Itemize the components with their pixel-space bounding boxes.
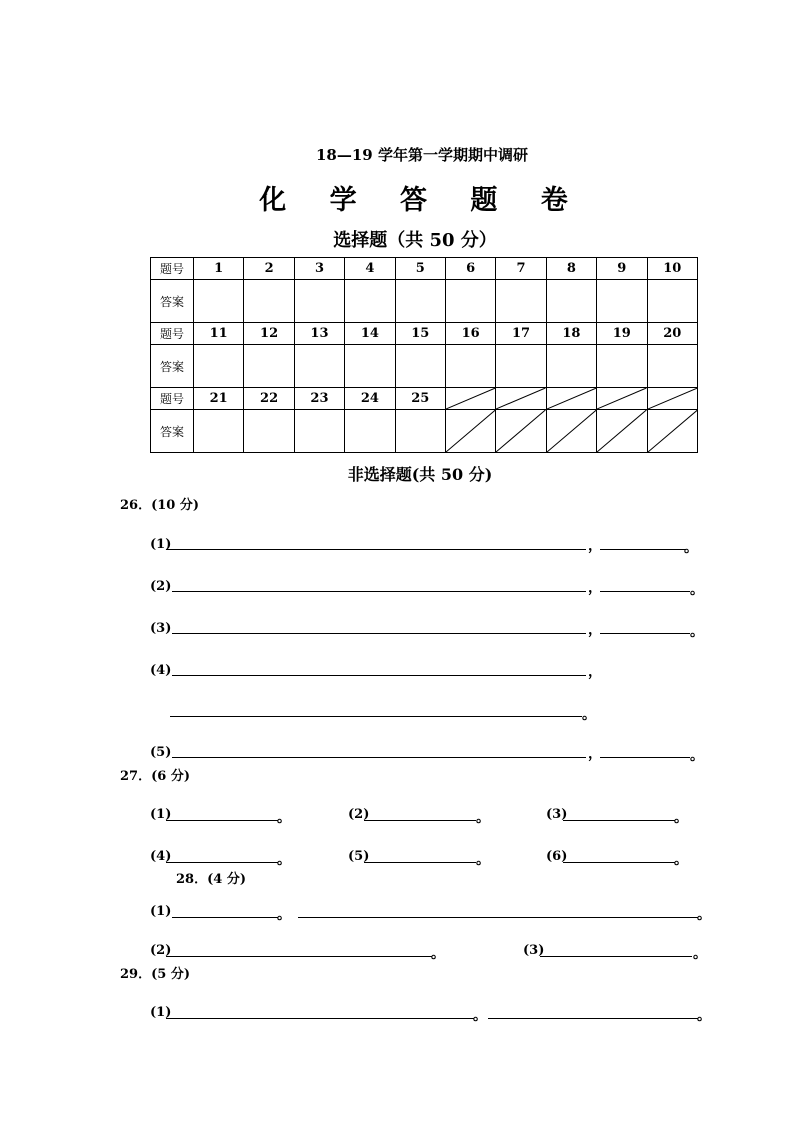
question-number: 21 xyxy=(194,388,244,410)
answer-cell[interactable] xyxy=(445,345,495,388)
q28-1-blank-a[interactable] xyxy=(172,917,278,918)
answer-cell[interactable] xyxy=(445,280,495,323)
period: 。 xyxy=(431,946,445,962)
empty-slashed-cell xyxy=(647,410,697,453)
question-number: 15 xyxy=(395,323,445,345)
question-number: 2 xyxy=(244,258,294,280)
question-number: 8 xyxy=(546,258,596,280)
empty-slashed-cell xyxy=(445,410,495,453)
exam-subtitle: 18—19 学年第一学期期中调研 xyxy=(316,146,528,164)
period: 。 xyxy=(277,852,291,868)
q26-1-blank-b[interactable] xyxy=(600,549,686,550)
q29-1-label: (1) xyxy=(150,1005,172,1020)
diagonal-slash-icon xyxy=(446,410,495,452)
question-number: 5 xyxy=(395,258,445,280)
q27-6-label: (6) xyxy=(546,849,568,864)
period: 。 xyxy=(674,852,688,868)
q28-header: 28．(4 分) xyxy=(176,872,246,887)
page-title: 化 学 答 题 卷 xyxy=(259,185,585,216)
diagonal-slash-icon xyxy=(597,388,646,409)
q29-1-blank-a[interactable] xyxy=(166,1018,474,1019)
question-number: 1 xyxy=(194,258,244,280)
empty-slashed-cell xyxy=(496,410,546,453)
q28-2-label: (2) xyxy=(150,943,172,958)
q27-4-label: (4) xyxy=(150,849,172,864)
period: 。 xyxy=(684,540,698,556)
answer-cell[interactable] xyxy=(395,410,445,453)
question-number: 19 xyxy=(597,323,647,345)
comma: ， xyxy=(588,580,602,596)
answer-cell[interactable] xyxy=(546,345,596,388)
question-number-row xyxy=(151,388,698,410)
q26-2-label: (2) xyxy=(150,579,172,594)
answer-cell[interactable] xyxy=(496,280,546,323)
period: 。 xyxy=(476,852,490,868)
question-number: 25 xyxy=(395,388,445,410)
answer-cell[interactable] xyxy=(194,280,244,323)
question-number: 10 xyxy=(647,258,697,280)
period: 。 xyxy=(277,810,291,826)
answer-cell[interactable] xyxy=(294,280,344,323)
answer-row xyxy=(151,345,698,388)
q26-1-label: (1) xyxy=(150,537,172,552)
question-number: 12 xyxy=(244,323,294,345)
q26-4-label: (4) xyxy=(150,663,172,678)
section-title-nonchoice: 非选择题(共 50 分) xyxy=(347,465,493,484)
row-label-question: 题号 xyxy=(151,323,194,345)
answer-cell[interactable] xyxy=(647,280,697,323)
q26-3-label: (3) xyxy=(150,621,172,636)
question-number: 17 xyxy=(496,323,546,345)
q26-5-blank-b[interactable] xyxy=(600,757,690,758)
q26-2-blank-a[interactable] xyxy=(172,591,586,592)
q26-header: 26．(10 分) xyxy=(120,498,200,513)
answer-cell[interactable] xyxy=(546,280,596,323)
question-number: 16 xyxy=(445,323,495,345)
period: 。 xyxy=(674,810,688,826)
answer-cell[interactable] xyxy=(244,345,294,388)
period: 。 xyxy=(582,707,596,723)
q26-4-blank-a[interactable] xyxy=(172,675,586,676)
diagonal-slash-icon xyxy=(648,410,697,452)
comma: ， xyxy=(588,538,602,554)
question-number: 3 xyxy=(294,258,344,280)
q27-1-blank[interactable] xyxy=(166,820,278,821)
q26-4-blank-b[interactable] xyxy=(170,716,582,717)
comma: ， xyxy=(588,622,602,638)
empty-slashed-cell xyxy=(597,410,647,453)
answer-row xyxy=(151,410,698,453)
answer-row xyxy=(151,280,698,323)
comma: ， xyxy=(588,664,602,680)
answer-grid xyxy=(150,257,698,453)
answer-cell[interactable] xyxy=(194,345,244,388)
q28-3-label: (3) xyxy=(523,943,545,958)
question-number: 23 xyxy=(294,388,344,410)
row-label-question: 题号 xyxy=(151,258,194,280)
period: 。 xyxy=(697,907,711,923)
answer-cell[interactable] xyxy=(194,410,244,453)
answer-cell[interactable] xyxy=(244,280,294,323)
diagonal-slash-icon xyxy=(547,410,596,452)
period: 。 xyxy=(693,946,707,962)
empty-slashed-cell xyxy=(496,388,546,410)
question-number: 20 xyxy=(647,323,697,345)
diagonal-slash-icon xyxy=(547,388,596,409)
question-number-row xyxy=(151,323,698,345)
row-label-answer: 答案 xyxy=(151,280,194,323)
q28-3-blank[interactable] xyxy=(540,956,692,957)
answer-cell[interactable] xyxy=(496,345,546,388)
q26-2-blank-b[interactable] xyxy=(600,591,690,592)
q28-1-label: (1) xyxy=(150,904,172,919)
q27-4-blank[interactable] xyxy=(166,862,278,863)
answer-cell[interactable] xyxy=(244,410,294,453)
empty-slashed-cell xyxy=(597,388,647,410)
question-number: 24 xyxy=(345,388,395,410)
q28-1-blank-b[interactable] xyxy=(298,917,698,918)
q27-3-label: (3) xyxy=(546,807,568,822)
question-number: 7 xyxy=(496,258,546,280)
answer-cell[interactable] xyxy=(597,280,647,323)
diagonal-slash-icon xyxy=(597,410,646,452)
q27-1-label: (1) xyxy=(150,807,172,822)
question-number: 4 xyxy=(345,258,395,280)
q27-header: 27．(6 分) xyxy=(120,769,190,784)
row-label-answer: 答案 xyxy=(151,345,194,388)
diagonal-slash-icon xyxy=(496,388,545,409)
answer-cell[interactable] xyxy=(345,410,395,453)
question-number: 9 xyxy=(597,258,647,280)
section-title-choice: 选择题（共 50 分） xyxy=(333,230,497,251)
question-number: 22 xyxy=(244,388,294,410)
answer-cell[interactable] xyxy=(345,345,395,388)
q26-5-blank-a[interactable] xyxy=(172,757,586,758)
diagonal-slash-icon xyxy=(648,388,697,409)
period: 。 xyxy=(690,748,704,764)
answer-cell[interactable] xyxy=(345,280,395,323)
answer-cell[interactable] xyxy=(395,345,445,388)
question-number: 13 xyxy=(294,323,344,345)
question-number: 18 xyxy=(546,323,596,345)
period: 。 xyxy=(690,624,704,640)
q27-2-blank[interactable] xyxy=(364,820,476,821)
empty-slashed-cell xyxy=(647,388,697,410)
question-number-row xyxy=(151,258,698,280)
q27-3-blank[interactable] xyxy=(563,820,675,821)
question-number: 11 xyxy=(194,323,244,345)
period: 。 xyxy=(473,1008,487,1024)
empty-slashed-cell xyxy=(546,388,596,410)
q27-2-label: (2) xyxy=(348,807,370,822)
q27-5-label: (5) xyxy=(348,849,370,864)
q29-header: 29．(5 分) xyxy=(120,967,190,982)
period: 。 xyxy=(697,1008,711,1024)
period: 。 xyxy=(476,810,490,826)
q27-5-blank[interactable] xyxy=(364,862,476,863)
answer-cell[interactable] xyxy=(294,345,344,388)
diagonal-slash-icon xyxy=(496,410,545,452)
q28-2-blank[interactable] xyxy=(166,956,432,957)
row-label-question: 题号 xyxy=(151,388,194,410)
answer-cell[interactable] xyxy=(395,280,445,323)
q26-3-blank-a[interactable] xyxy=(172,633,586,634)
q29-1-blank-b[interactable] xyxy=(488,1018,698,1019)
empty-slashed-cell xyxy=(445,388,495,410)
answer-cell[interactable] xyxy=(597,345,647,388)
empty-slashed-cell xyxy=(546,410,596,453)
answer-cell[interactable] xyxy=(647,345,697,388)
comma: ， xyxy=(588,746,602,762)
period: 。 xyxy=(690,582,704,598)
row-label-answer: 答案 xyxy=(151,410,194,453)
q26-5-label: (5) xyxy=(150,745,172,760)
question-number: 6 xyxy=(445,258,495,280)
q27-6-blank[interactable] xyxy=(563,862,675,863)
answer-cell[interactable] xyxy=(294,410,344,453)
diagonal-slash-icon xyxy=(446,388,495,409)
question-number: 14 xyxy=(345,323,395,345)
q26-3-blank-b[interactable] xyxy=(600,633,690,634)
q26-1-blank-a[interactable] xyxy=(166,549,586,550)
period: 。 xyxy=(277,907,291,923)
